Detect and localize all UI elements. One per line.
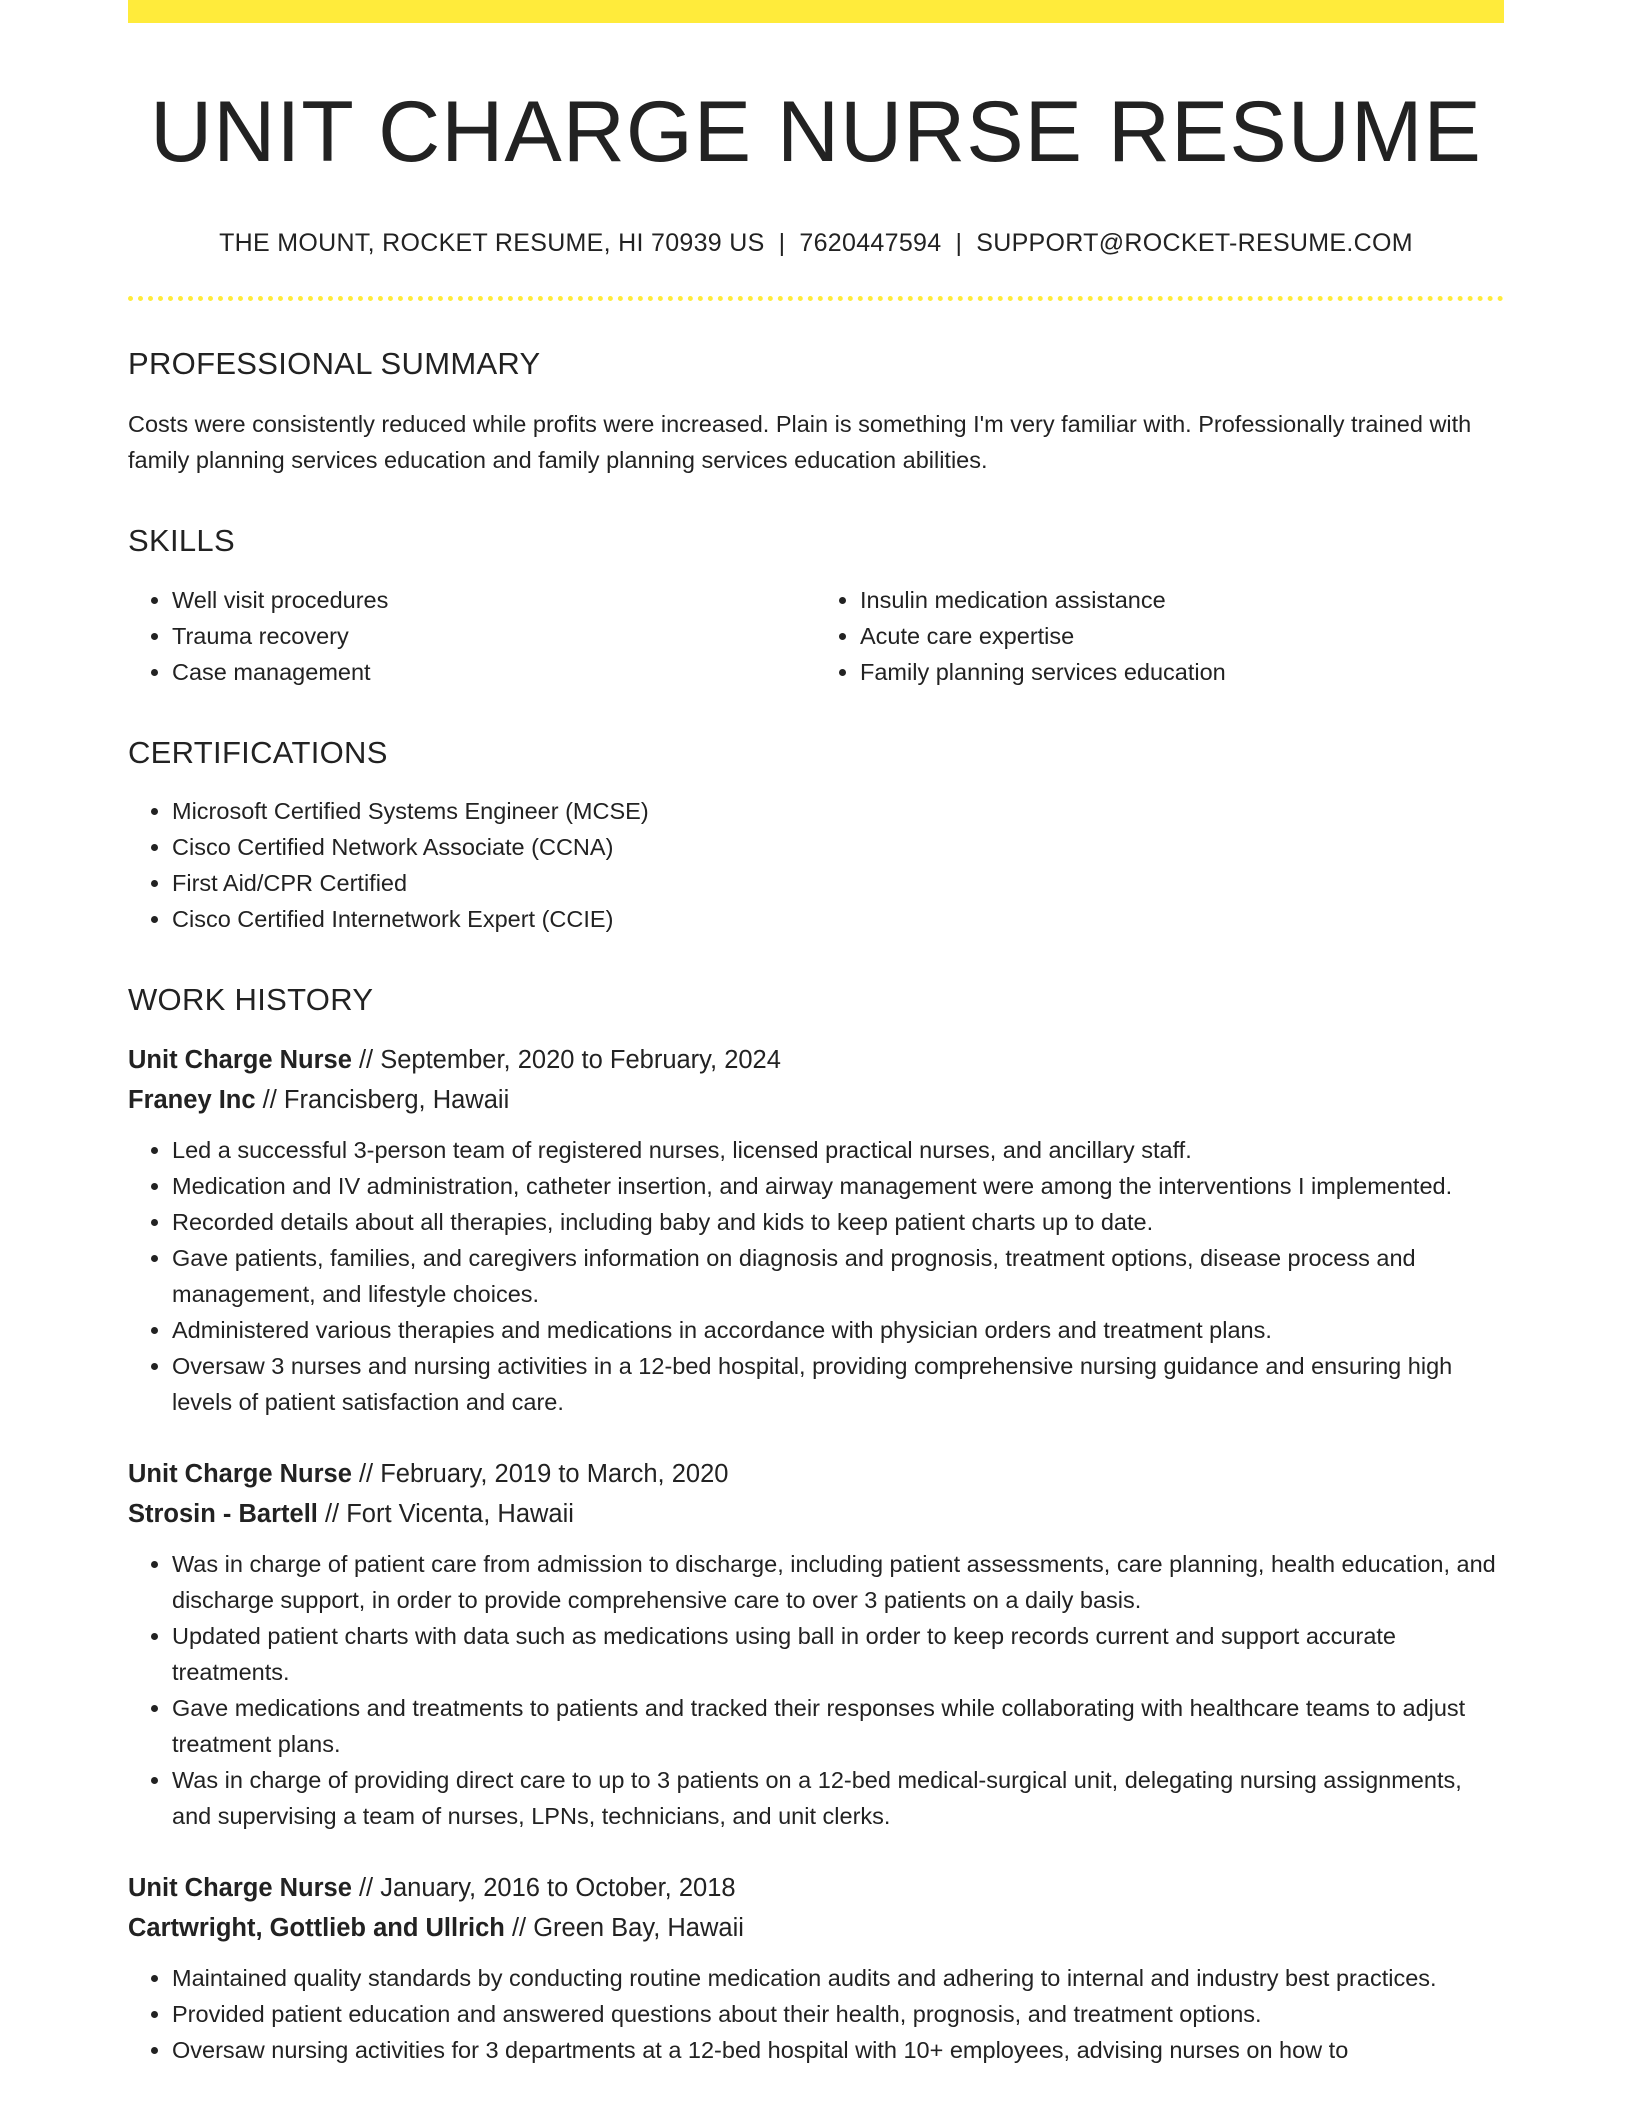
professional-summary-section [128,345,1504,478]
job-bullet: • Led a successful 3-person team of registered nurses, licensed practical nurses, and ancillary staff. [172,1132,1504,1168]
job-bullet: • Administered various therapies and medications in accordance with physician orders and treatment plans. [172,1312,1504,1348]
header-divider [128,296,1504,301]
job-bullet: • Oversaw 3 nurses and nursing activities in a 12-bed hospital, providing comprehensive nursing guidance and ensuring high levels of patient satisfaction and care. [172,1348,1504,1420]
accent-top-bar [128,0,1504,23]
skill-item: • Well visit procedures [172,582,816,618]
job-location: Francisberg, Hawaii [283,1085,510,1114]
job-entry [128,1454,1504,1834]
job-bullet: • Was in charge of patient care from admission to discharge, including patient assessments, care planning, health education, and discharge support, in order to provide comprehensive care to over 3 patients on a daily basis. [172,1546,1504,1618]
job-bullet: • Maintained quality standards by conducting routine medication audits and adhering to internal and industry best practices. [172,1960,1504,1996]
skills-column-left [128,582,816,690]
contact-line [128,228,1504,258]
job-bullet: • Was in charge of providing direct care to up to 3 patients on a 12-bed medical-surgical unit, delegating nursing assignments, and supervising a team of nurses, LPNs, technicians, and unit clerks. [172,1762,1504,1834]
job-bullet: • Recorded details about all therapies, including baby and kids to keep patient charts up to date. [172,1204,1504,1240]
job-role: Unit Charge Nurse [128,1873,352,1902]
contact-email[interactable]: SUPPORT@ROCKET-RESUME.COM [976,229,1413,258]
job-company: Strosin - Bartell [128,1499,318,1528]
job-bullet-list [128,1132,1504,1420]
resume-page [128,0,1504,2112]
job-bullet: • Gave patients, families, and caregivers information on diagnosis and prognosis, treatment options, disease process and management, and lifestyle choices. [172,1240,1504,1312]
job-delimiter: // [351,1459,381,1488]
job-delimiter: // [351,1873,381,1902]
section-title-work-history: WORK HISTORY [128,981,374,1017]
job-bullet-list [128,1960,1504,2068]
job-role: Unit Charge Nurse [128,1045,352,1074]
skill-item: • Trauma recovery [172,618,816,654]
skill-item: • Insulin medication assistance [860,582,1504,618]
work-history-section [128,981,1504,2068]
contact-separator: | [955,229,963,258]
job-bullet: • Updated patient charts with data such as medications using ball in order to keep records current and support accurate treatments. [172,1618,1504,1690]
job-entry [128,1040,1504,1420]
job-location: Fort Vicenta, Hawaii [346,1499,574,1528]
job-company: Cartwright, Gottlieb and Ullrich [128,1913,505,1942]
job-delimiter: // [317,1499,347,1528]
contact-address: THE MOUNT, ROCKET RESUME, HI 70939 US [219,229,765,258]
certification-item: • Cisco Certified Network Associate (CCNA) [172,829,1504,865]
job-delimiter: // [351,1045,381,1074]
job-role-line [128,1868,1504,1908]
job-company: Franey Inc [128,1085,256,1114]
contact-phone[interactable]: 7620447594 [799,229,942,258]
job-delimiter: // [255,1085,284,1114]
job-dates: February, 2019 to March, 2020 [380,1459,729,1488]
job-company-line [128,1494,1504,1534]
job-entry [128,1868,1504,2068]
job-role: Unit Charge Nurse [128,1459,352,1488]
skill-item: • Acute care expertise [860,618,1504,654]
job-delimiter: // [504,1913,534,1942]
job-bullet-list [128,1546,1504,1834]
certification-item: • Microsoft Certified Systems Engineer (MCSE) [172,793,1504,829]
skills-column-right [816,582,1504,690]
job-bullet: • Gave medications and treatments to patients and tracked their responses while collaborating with healthcare teams to adjust treatment plans. [172,1690,1504,1762]
job-dates: January, 2016 to October, 2018 [380,1873,736,1902]
section-title-skills: SKILLS [128,523,235,559]
section-title-certifications: CERTIFICATIONS [128,734,388,770]
summary-text: Costs were consistently reduced while profits were increased. Plain is something I'm very familiar with. Professionally trained with family planning services education and family planning services education abilities. [128,411,1472,474]
job-bullet: • Provided patient education and answered questions about their health, prognosis, and treatment options. [172,1996,1504,2032]
skill-item: • Family planning services education [860,654,1504,690]
certification-item: • First Aid/CPR Certified [172,865,1504,901]
section-title-summary: PROFESSIONAL SUMMARY [128,346,541,382]
contact-separator: | [778,229,786,258]
job-location: Green Bay, Hawaii [533,1913,744,1942]
skills-section [128,522,1504,689]
job-role-line [128,1040,1504,1080]
skill-item: • Case management [172,654,816,690]
certifications-section [128,734,1504,937]
resume-title: UNIT CHARGE NURSE RESUME [150,84,1482,180]
job-role-line [128,1454,1504,1494]
certification-item: • Cisco Certified Internetwork Expert (CCIE) [172,901,1504,937]
job-bullet: • Oversaw nursing activities for 3 departments at a 12-bed hospital with 10+ employees, advising nurses on how to [172,2032,1504,2068]
job-company-line [128,1908,1504,1948]
certification-list [128,793,1504,937]
job-company-line [128,1080,1504,1120]
skills-columns [128,582,1504,690]
job-dates: September, 2020 to February, 2024 [380,1045,781,1074]
job-bullet: • Medication and IV administration, catheter insertion, and airway management were among the interventions I implemented. [172,1168,1504,1204]
